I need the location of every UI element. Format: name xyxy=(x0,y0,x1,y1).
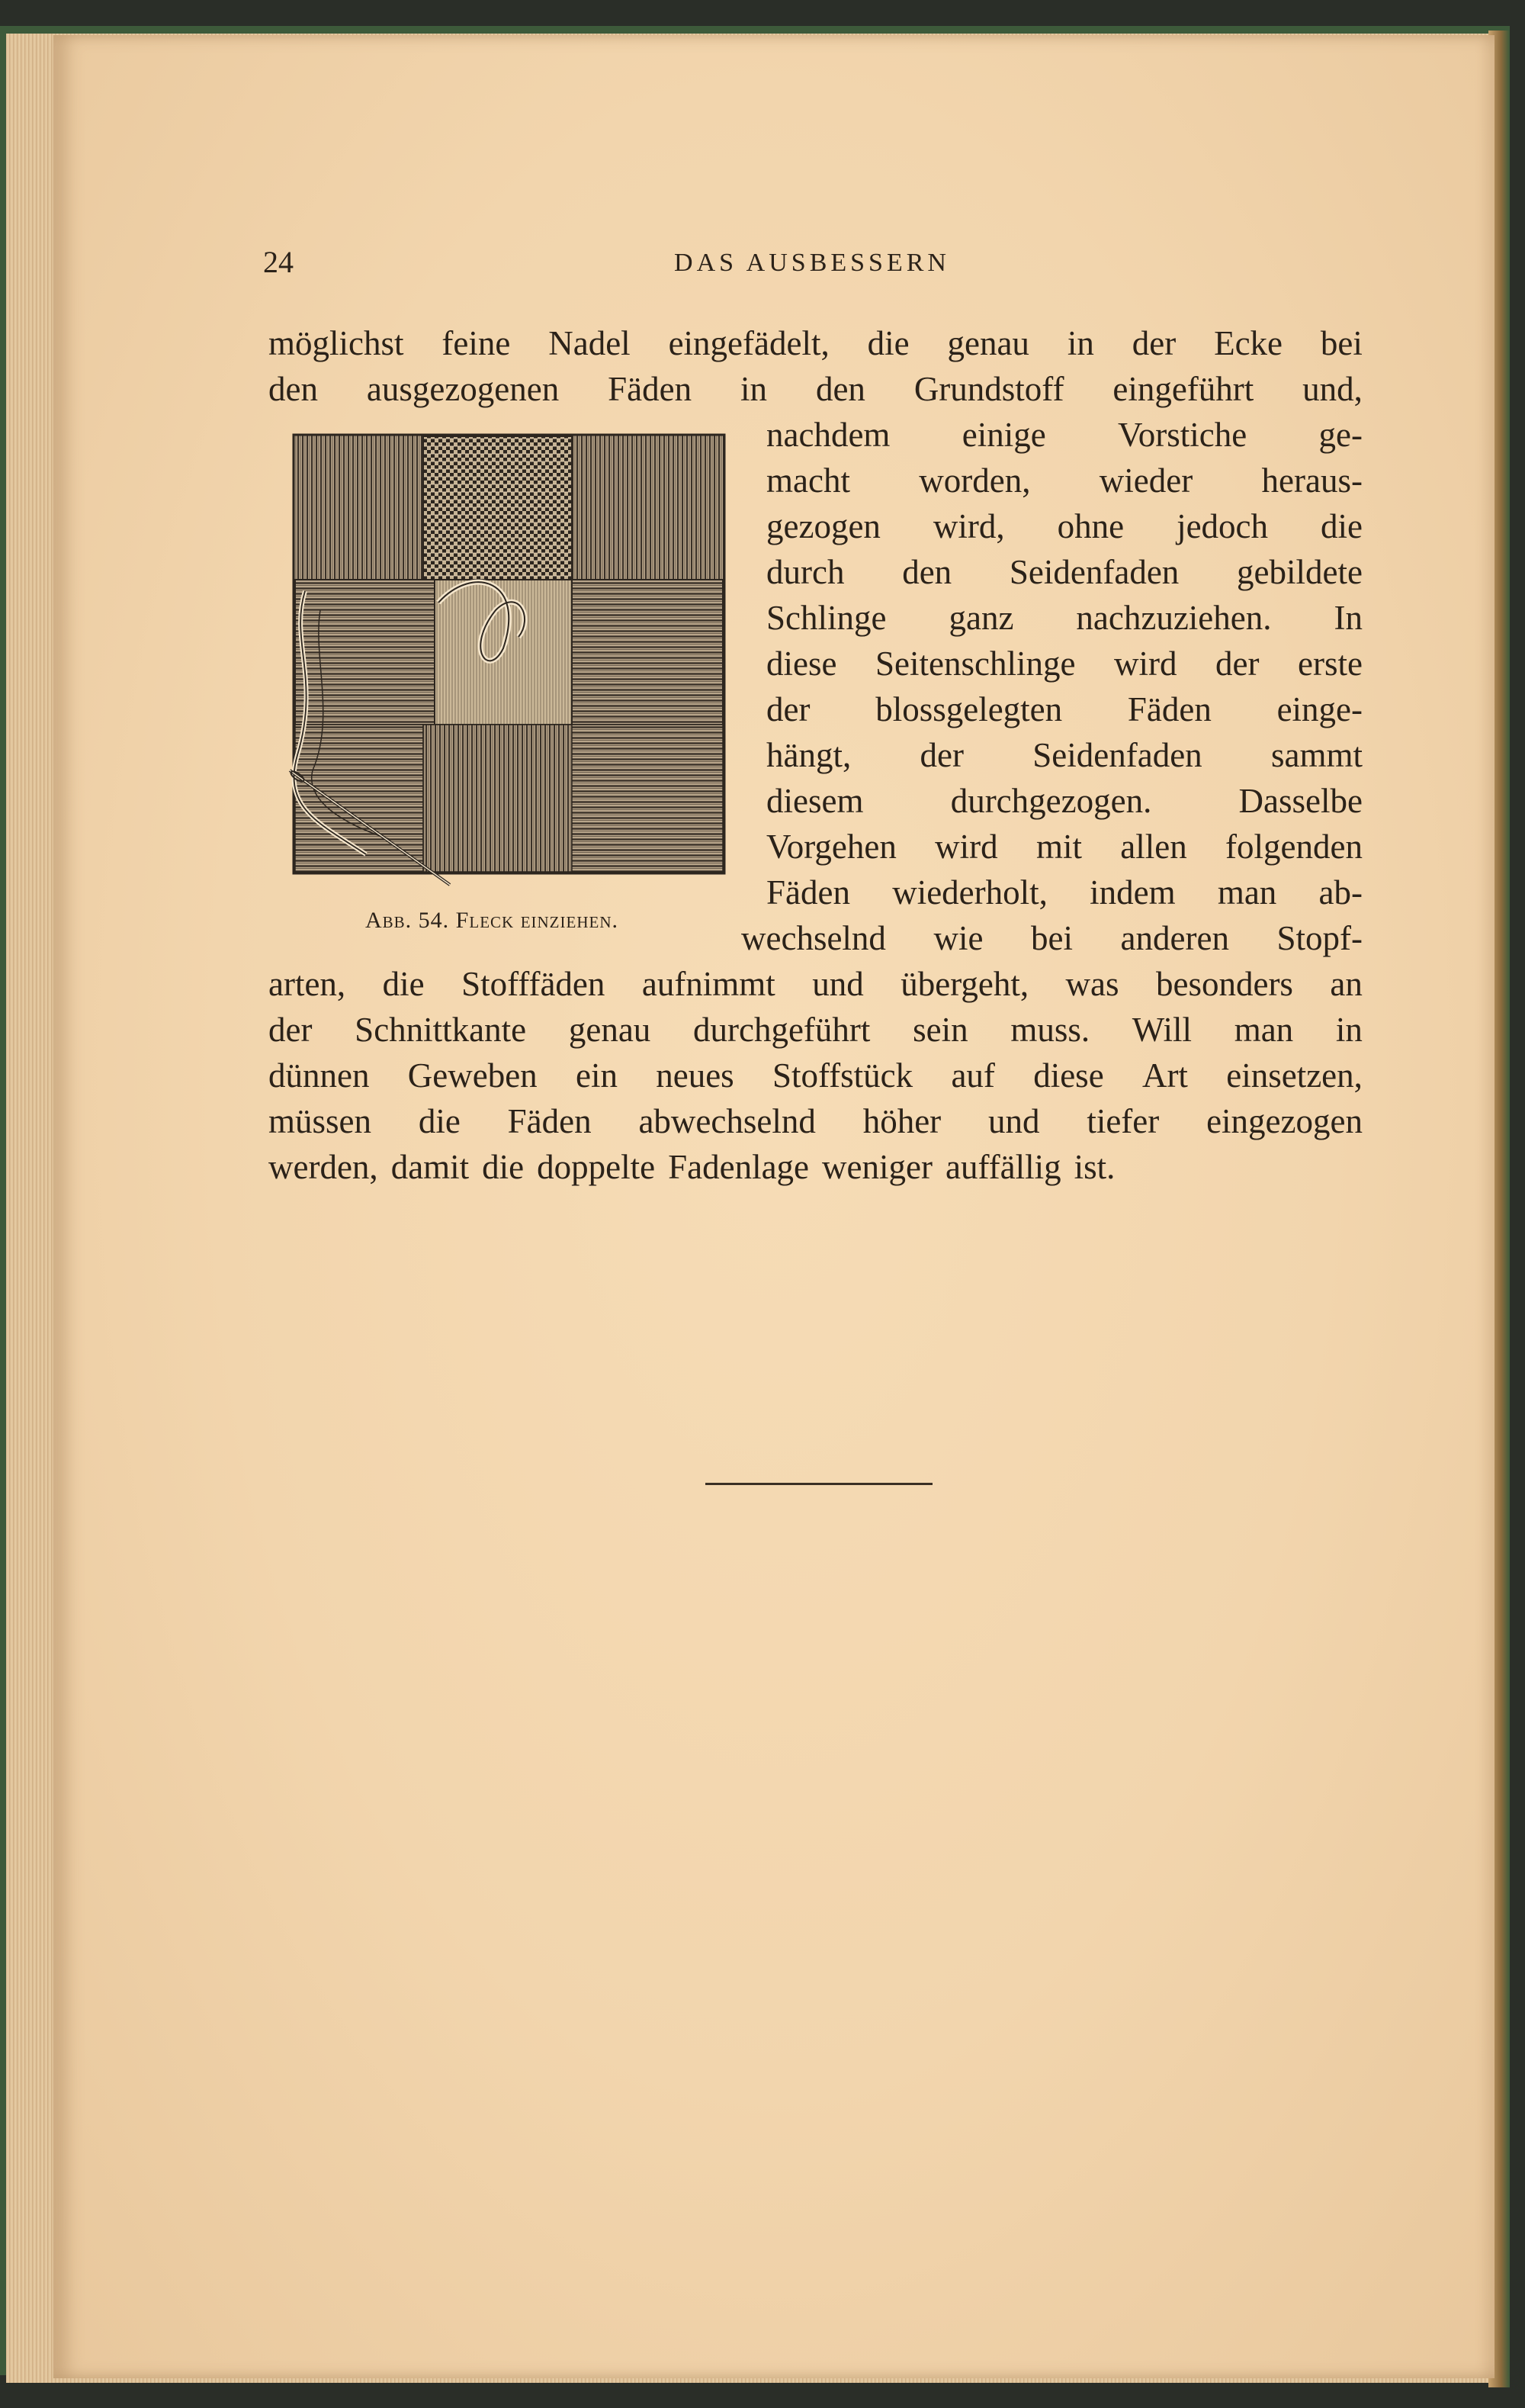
word: muss. xyxy=(1010,1011,1090,1049)
word: doppelte xyxy=(537,1148,656,1186)
word: wird xyxy=(935,828,998,866)
word: ab- xyxy=(1318,873,1363,911)
word: der xyxy=(766,690,811,728)
word: bei xyxy=(1031,919,1073,957)
word: auf xyxy=(951,1056,995,1095)
word: allen xyxy=(1120,828,1187,866)
word: höher xyxy=(862,1102,942,1140)
word: Fäden xyxy=(1127,690,1212,728)
word: In xyxy=(1334,599,1363,637)
word: Stofffäden xyxy=(461,965,605,1003)
word: gebildete xyxy=(1237,553,1363,591)
word: die xyxy=(1320,507,1363,545)
word: diese xyxy=(766,645,837,683)
word: ganz xyxy=(949,599,1014,637)
word: wiederholt, xyxy=(892,873,1048,911)
word: in xyxy=(740,370,768,408)
word: müssen xyxy=(268,1102,371,1140)
word: man xyxy=(1234,1011,1294,1049)
word: mit xyxy=(1035,828,1082,866)
word: einige xyxy=(962,416,1046,454)
word: Grundstoff xyxy=(913,370,1064,408)
text-line xyxy=(766,503,1363,549)
text-line xyxy=(766,412,1363,458)
word: Will xyxy=(1132,1011,1192,1049)
word: wie xyxy=(933,919,984,957)
word: damit xyxy=(390,1148,470,1186)
word: diesem xyxy=(766,782,864,820)
word: bei xyxy=(1320,324,1363,362)
text-line xyxy=(268,366,1363,412)
word: nachdem xyxy=(766,416,891,454)
word: sammt xyxy=(1270,736,1363,774)
word: Stoffstück xyxy=(772,1056,913,1095)
text-line xyxy=(268,961,1363,1007)
text-line xyxy=(268,1098,1363,1144)
word: Dasselbe xyxy=(1238,782,1363,820)
word: Seitenschlinge xyxy=(875,645,1076,683)
word: Vorstiche xyxy=(1118,416,1247,454)
word: Seidenfaden xyxy=(1009,553,1180,591)
word: diese xyxy=(1033,1056,1104,1095)
word: die xyxy=(418,1102,461,1140)
word: Geweben xyxy=(407,1056,538,1095)
word: abwechselnd xyxy=(638,1102,816,1140)
word: indem xyxy=(1090,873,1176,911)
text-line xyxy=(766,778,1363,824)
word: Seidenfaden xyxy=(1032,736,1202,774)
word: den xyxy=(815,370,865,408)
text-line xyxy=(741,915,1363,961)
word: Fadenlage xyxy=(668,1148,810,1186)
word: dünnen xyxy=(268,1056,370,1095)
word: aufnimmt xyxy=(641,965,775,1003)
word: eingefädelt, xyxy=(668,324,830,362)
word: an xyxy=(1330,965,1363,1003)
word: ist. xyxy=(1074,1148,1116,1186)
word: eingezogen xyxy=(1206,1102,1363,1140)
word: erste xyxy=(1298,645,1363,683)
text-line xyxy=(268,1053,1363,1098)
word: durch xyxy=(766,553,845,591)
figure-fleck-einziehen xyxy=(274,427,732,900)
word: auffällig xyxy=(945,1148,1061,1186)
text-line xyxy=(766,641,1363,686)
word: nachzuziehen. xyxy=(1076,599,1272,637)
text-line xyxy=(766,686,1363,732)
word: jedoch xyxy=(1177,507,1269,545)
word: der xyxy=(1215,645,1260,683)
text-line xyxy=(766,549,1363,595)
word: die xyxy=(867,324,910,362)
word: Stopf- xyxy=(1276,919,1363,957)
word: neues xyxy=(656,1056,734,1095)
word: folgenden xyxy=(1225,828,1363,866)
word: durchgeführt xyxy=(693,1011,871,1049)
word: und, xyxy=(1302,370,1363,408)
word: gezogen xyxy=(766,507,881,545)
text-line xyxy=(766,824,1363,870)
word: wird, xyxy=(933,507,1005,545)
word: ge- xyxy=(1318,416,1363,454)
word: Ecke xyxy=(1214,324,1283,362)
text-line xyxy=(268,320,1363,366)
word: und xyxy=(987,1102,1040,1140)
running-title: DAS AUSBESSERN xyxy=(674,249,950,277)
text-line xyxy=(766,870,1363,915)
running-header xyxy=(263,244,1361,282)
word: möglichst xyxy=(268,324,404,362)
word: genau xyxy=(947,324,1029,362)
word: arten, xyxy=(268,965,346,1003)
word: einge- xyxy=(1276,690,1363,728)
word: Fäden xyxy=(608,370,692,408)
word: eingeführt xyxy=(1112,370,1254,408)
text-line xyxy=(766,458,1363,503)
word: tiefer xyxy=(1087,1102,1160,1140)
word: der xyxy=(268,1011,313,1049)
page-number: 24 xyxy=(263,245,294,279)
word: macht xyxy=(766,461,850,500)
word: Schlinge xyxy=(766,599,887,637)
word: Fäden xyxy=(507,1102,592,1140)
word: Schnittkante xyxy=(355,1011,527,1049)
word: einsetzen, xyxy=(1226,1056,1363,1095)
word: Nadel xyxy=(548,324,631,362)
word: und xyxy=(812,965,864,1003)
word: genau xyxy=(568,1011,651,1049)
word: anderen xyxy=(1120,919,1229,957)
word: Art xyxy=(1141,1056,1188,1095)
word: der xyxy=(1132,324,1177,362)
word: worden, xyxy=(919,461,1031,500)
word: in xyxy=(1067,324,1094,362)
word: Fäden xyxy=(766,873,850,911)
word: übergeht, xyxy=(901,965,1029,1003)
end-rule xyxy=(705,1483,933,1485)
word: den xyxy=(268,370,318,408)
word: ohne xyxy=(1057,507,1125,545)
word: wieder xyxy=(1099,461,1193,500)
word: den xyxy=(902,553,952,591)
word: hängt, xyxy=(766,736,852,774)
text-line xyxy=(766,732,1363,778)
text-line xyxy=(268,1007,1363,1053)
word: man xyxy=(1217,873,1277,911)
word: in xyxy=(1335,1011,1363,1049)
word: die xyxy=(482,1148,525,1186)
word: wechselnd xyxy=(741,919,886,957)
word: was xyxy=(1065,965,1119,1003)
word: wird xyxy=(1113,645,1177,683)
word: ein xyxy=(575,1056,618,1095)
text-line xyxy=(766,595,1363,641)
figure-caption: Abb. 54. Fleck einziehen. xyxy=(365,908,618,933)
word: blossgelegten xyxy=(875,690,1063,728)
word: Vorgehen xyxy=(766,828,897,866)
word: sein xyxy=(913,1011,968,1049)
word: besonders xyxy=(1155,965,1293,1003)
engraving-illustration xyxy=(274,427,732,900)
word: ausgezogenen xyxy=(366,370,560,408)
word: feine xyxy=(441,324,511,362)
word: heraus- xyxy=(1261,461,1363,500)
text-line xyxy=(268,1144,1363,1190)
word: der xyxy=(920,736,964,774)
word: die xyxy=(382,965,425,1003)
word: durchgezogen. xyxy=(950,782,1152,820)
word: weniger xyxy=(822,1148,933,1186)
word: werden, xyxy=(268,1148,378,1186)
